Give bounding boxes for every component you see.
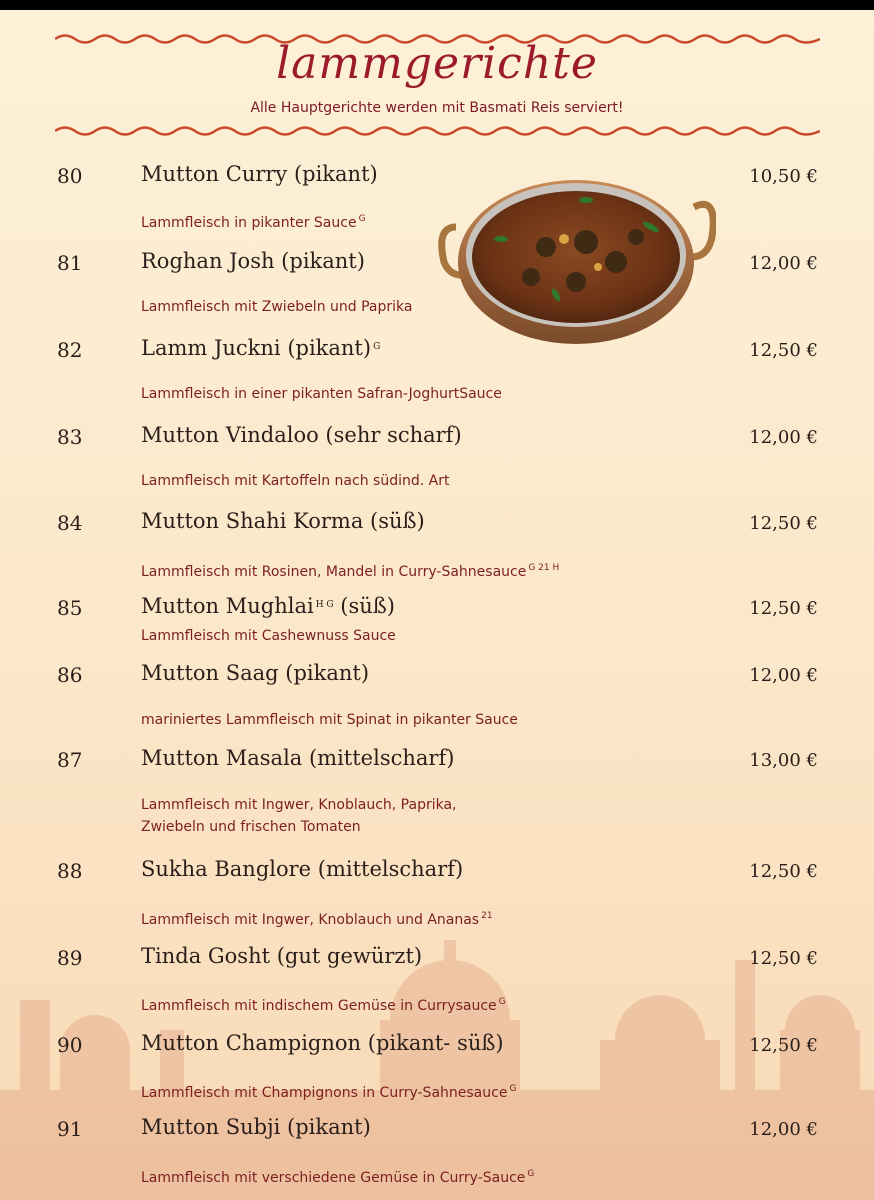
item-name <box>141 594 395 618</box>
item-name <box>141 746 454 770</box>
item-description-text: Lammfleisch mit Ingwer, Knoblauch, Paprika, <box>141 797 457 813</box>
item-description-text: Lammfleisch mit Cashewnuss Sauce <box>141 628 396 644</box>
item-name <box>141 336 380 360</box>
item-name <box>141 423 462 447</box>
item-name-text: Mutton Champignon (pikant- süß) <box>141 1031 504 1055</box>
item-description <box>141 905 493 931</box>
item-name-text: Sukha Banglore (mittelscharf) <box>141 857 464 881</box>
item-price: 13,00 € <box>749 750 818 771</box>
item-description <box>141 794 457 838</box>
item-description <box>141 625 396 647</box>
item-name-text: Lamm Juckni (pikant) <box>141 336 372 360</box>
item-name <box>141 249 365 273</box>
item-name-text: Mutton Shahi Korma (süß) <box>141 509 425 533</box>
page-title: lammgerichte <box>276 38 598 89</box>
item-price: 12,50 € <box>749 948 818 969</box>
item-number: 91 <box>57 1117 83 1141</box>
item-description <box>141 208 366 234</box>
item-price: 12,00 € <box>749 665 818 686</box>
item-name <box>141 162 378 186</box>
item-price: 12,50 € <box>749 340 818 361</box>
item-price: 12,50 € <box>749 1035 818 1056</box>
item-description <box>141 470 449 492</box>
item-name-text: Tinda Gosht (gut gewürzt) <box>141 944 423 968</box>
item-name <box>141 944 422 968</box>
item-number: 86 <box>57 663 83 687</box>
allergen-code: G <box>527 1169 535 1179</box>
item-number: 84 <box>57 511 83 535</box>
item-price: 12,00 € <box>749 1119 818 1140</box>
item-number: 83 <box>57 425 83 449</box>
item-price: 10,50 € <box>749 166 818 187</box>
item-description-text: Lammfleisch mit indischem Gemüse in Currysauce <box>141 998 497 1014</box>
item-name-text: Roghan Josh (pikant) <box>141 249 365 273</box>
item-name <box>141 661 369 685</box>
item-name <box>141 1031 504 1055</box>
item-name-text: Mutton Curry (pikant) <box>141 162 378 186</box>
item-number: 81 <box>57 251 83 275</box>
item-name <box>141 509 425 533</box>
item-price: 12,50 € <box>749 513 818 534</box>
allergen-code: G <box>498 997 506 1007</box>
page-subtitle: Alle Hauptgerichte werden mit Basmati Reis serviert! <box>250 100 624 116</box>
allergen-code: G <box>358 214 366 224</box>
item-description-text: Lammfleisch mit Rosinen, Mandel in Curry-Sahnesauce <box>141 564 527 580</box>
item-description-text: Lammfleisch mit Kartoffeln nach südind. Art <box>141 473 450 489</box>
item-description <box>141 1078 516 1104</box>
item-name-text: Mutton Subji (pikant) <box>141 1115 371 1139</box>
item-name <box>141 857 463 881</box>
allergen-code: G <box>373 342 381 352</box>
item-name-text: Mutton Saag (pikant) <box>141 661 370 685</box>
item-number: 89 <box>57 946 83 970</box>
item-description <box>141 1163 534 1189</box>
item-name-text: Mutton Mughlai <box>141 594 314 618</box>
item-price: 12,00 € <box>749 253 818 274</box>
item-description <box>141 557 559 583</box>
item-description-text: Lammfleisch in einer pikanten Safran-JoghurtSauce <box>141 386 502 402</box>
allergen-code: H G <box>315 600 334 610</box>
item-description <box>141 709 518 731</box>
item-description-text: Lammfleisch mit Champignons in Curry-Sahnesauce <box>141 1085 508 1101</box>
allergen-code: 21 <box>481 911 493 921</box>
item-description-text: mariniertes Lammfleisch mit Spinat in pikanter Sauce <box>141 712 518 728</box>
item-number: 88 <box>57 859 83 883</box>
item-price: 12,00 € <box>749 427 818 448</box>
item-name-suffix: (süß) <box>333 594 395 618</box>
item-number: 87 <box>57 748 83 772</box>
allergen-code: G <box>509 1084 517 1094</box>
item-number: 80 <box>57 164 83 188</box>
item-price: 12,50 € <box>749 598 818 619</box>
item-description <box>141 991 506 1017</box>
item-description <box>141 383 502 405</box>
item-number: 90 <box>57 1033 83 1057</box>
item-description-text: Lammfleisch in pikanter Sauce <box>141 215 357 231</box>
item-number: 82 <box>57 338 83 362</box>
item-description-text: Lammfleisch mit Ingwer, Knoblauch und Ananas <box>141 912 480 928</box>
item-name-text: Mutton Vindaloo (sehr scharf) <box>141 423 462 447</box>
item-name-text: Mutton Masala (mittelscharf) <box>141 746 455 770</box>
item-description <box>141 296 412 318</box>
item-description-line2: Zwiebeln und frischen Tomaten <box>141 819 361 835</box>
item-description-text: Lammfleisch mit verschiedene Gemüse in Curry-Sauce <box>141 1170 526 1186</box>
item-description-text: Lammfleisch mit Zwiebeln und Paprika <box>141 299 413 315</box>
item-number: 85 <box>57 596 83 620</box>
item-price: 12,50 € <box>749 861 818 882</box>
item-name <box>141 1115 371 1139</box>
allergen-code: G 21 H <box>528 563 560 573</box>
